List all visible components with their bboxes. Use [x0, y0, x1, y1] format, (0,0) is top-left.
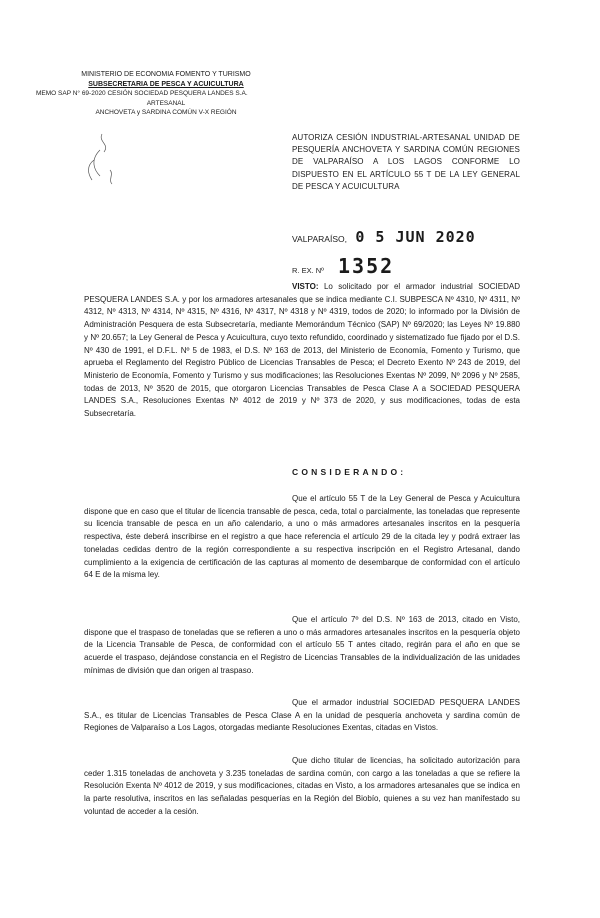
- memo-artesanal: ARTESANAL: [146, 99, 186, 107]
- rex-number: 1352: [338, 254, 395, 278]
- visto-paragraph: [84, 281, 520, 421]
- considerando-paragraph-2: Que el artículo 7º del D.S. Nº 163 de 2013, citado en Visto, dispone que el traspaso de toneladas que se refieren a uno o más armadores artesanales inscritos en la pesquería objeto de la Licencia Transable de Pesca, de conformidad con el artículo 55 T antes citado, regirán para el año en que se acuerde el traspaso, dejándose constancia en el Registro de Licencias Transables de la individualización de las unidades mínimas de división que dan origen al traspaso.: [84, 615, 520, 675]
- visto-label: VISTO:: [292, 282, 319, 291]
- memo-reference: MEMO SAP N° 69-2020 CESIÓN SOCIEDAD PESQUERA LANDES S.A.: [36, 90, 248, 97]
- signature-mark: [80, 130, 130, 190]
- stamped-date: 0 5 JUN 2020: [355, 228, 476, 246]
- resolution-title: AUTORIZA CESIÓN INDUSTRIAL-ARTESANAL UNIDAD DE PESQUERÍA ANCHOVETA Y SARDINA COMÚN REGIONES DE VALPARAÍSO A LOS LAGOS CONFORME LO DISPUESTO EN EL ARTÍCULO 55 T DE LA LEY GENERAL DE PESCA Y ACUICULTURA: [292, 133, 520, 191]
- rex-label: R. EX. Nº: [292, 266, 324, 275]
- memo-unit: ANCHOVETA y SARDINA COMÚN V-X REGIÓN: [95, 109, 237, 116]
- considerando-paragraph-1: Que el artículo 55 T de la Ley General de Pesca y Acuicultura dispone que en caso que el titular de licencia transable de pesca, ceda, total o parcialmente, las toneladas que represente su licencia transable de pesca en un año calendario, a uno o más armadores artesanales inscritos en la pesquería respectiva, éste deberá inscribirse en el registro a que hace referencia el artículo 29 de la citada ley y podrá extraer las toneladas cedidas dentro de la región correspondiente a su respectiva inscripción en el Registro Artesanal, dando cumplimiento a la exigencia de certificación de las capturas al momento de desembarque de conformidad con el artículo 64 E de la misma ley.: [84, 494, 520, 580]
- considerando-paragraph-3: Que el armador industrial SOCIEDAD PESQUERA LANDES S.A., es titular de Licencias Transables de Pesca Clase A en la unidad de pesquería anchoveta y sardina común de Regiones de Valparaíso a Los Lagos, otorgadas mediante Resoluciones Exentas, citadas en Vistos.: [84, 698, 520, 733]
- resolution-number-line: [292, 254, 394, 278]
- considerando-paragraph-4: Que dicho titular de licencias, ha solicitado autorización para ceder 1.315 toneladas de anchoveta y 3.235 toneladas de sardina común, con cargo a las toneladas a que se refiere la Resolución Exenta Nº 4012 de 2019, y sus modificaciones, citadas en Visto, a los armadores artesanales que se indica en la parte resolutiva, inscritos en las señaladas pesquerías en la Región del Biobío, quienes a su vez han manifestado su voluntad de acceder a la cesión.: [84, 756, 520, 816]
- ministry-name: MINISTERIO DE ECONOMIA FOMENTO Y TURISMO: [81, 71, 251, 78]
- place-date-line: [292, 228, 476, 246]
- visto-text: Lo solicitado por el armador industrial SOCIEDAD PESQUERA LANDES S.A. y por los armadores artesanales que se indica mediante C.I. SUBPESCA Nº 4310, Nº 4311, Nº 4312, Nº 4313, Nº 4314, Nº 4315, Nº 4316, Nº 4317, Nº 4318 y Nº 4319, todos de 2020; lo informado por la División de Administración Pesquera de esta Subsecretaría, mediante Memorándum Técnico (SAP) Nº 69/2020; las Leyes Nº 19.880 y Nº 20.657; la Ley General de Pesca y Acuicultura, cuyo texto refundido, coordinado y sistematizado fue fijado por el D.S. Nº 430 de 1991, el D.F.L. Nº 5 de 1983, el D.S. Nº 163 de 2013, del Ministerio de Economía, Fomento y Turismo, que aprueba el Reglamento del Registro Público de Licencias Transables de Pesca; el Decreto Exento Nº 243 de 2019, del Ministerio de Economía, Fomento y Turismo y sus modificaciones; las Resoluciones Exentas Nº 2099, Nº 2096 y Nº 2585, todas de 2013, Nº 3520 de 2015, que otorgaron Licencias Transables de Pesca Clase A a SOCIEDAD PESQUERA LANDES S.A., Resoluciones Exentas Nº 4012 de 2019 y Nº 373 de 2020, y sus modificaciones, todas de esta Subsecretaría.: [84, 282, 520, 419]
- document-header: [36, 70, 296, 118]
- place-name: VALPARAÍSO,: [292, 234, 347, 244]
- subsecretaria-name: SUBSECRETARIA DE PESCA Y ACUICULTURA: [88, 80, 244, 88]
- considerando-heading: CONSIDERANDO:: [292, 467, 407, 477]
